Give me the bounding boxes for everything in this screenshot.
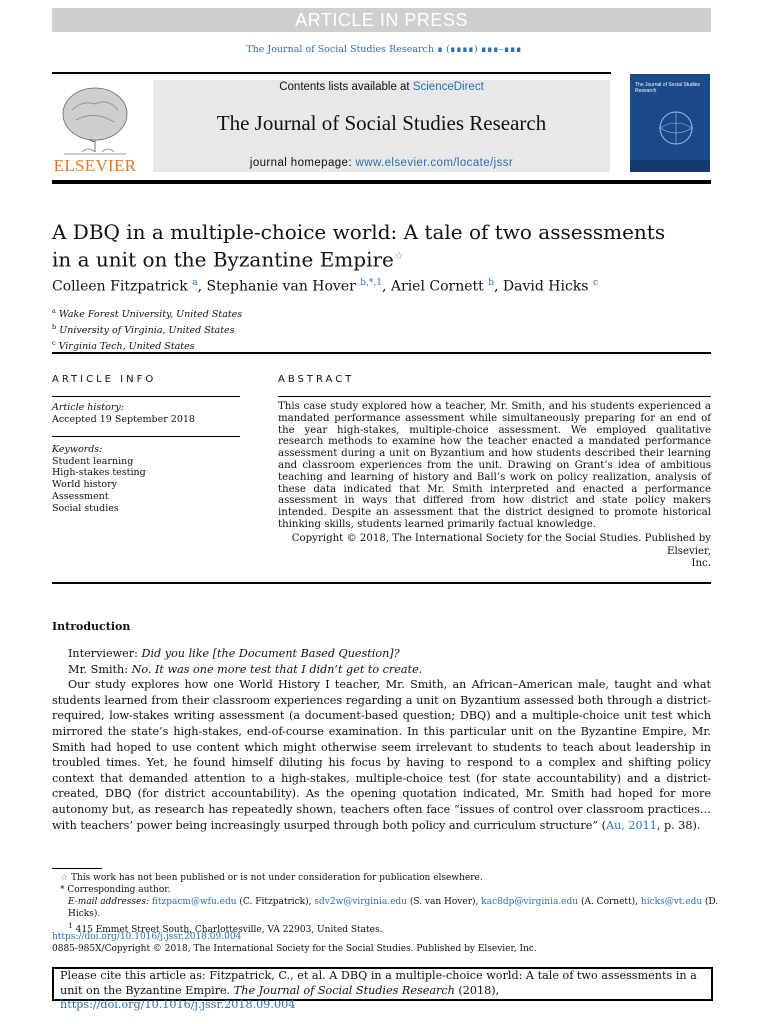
footnote-mark: *: [60, 885, 65, 895]
smith-text: No. It was one more test that I didn’t get to create.: [131, 662, 423, 676]
abstract-heading: ABSTRACT: [278, 374, 355, 385]
email-owner: (D. Hicks).: [68, 897, 719, 919]
affil-mark: c: [52, 339, 56, 348]
cover-title: The Journal of Social Studies Research: [635, 82, 701, 94]
citation-journal: The Journal of Social Studies Research: [233, 983, 455, 997]
intro-paragraph-text: Our study explores how one World History I teacher, Mr. Smith, an African–American male, taught and what students learned from their classroom experiences regarding a unit on Byzantium assessed both through a district-required, low-stakes writing assessment (a document-based question; DBQ) and a multiple-choice unit test which mirrored the state’s high-stakes, end-of-course examination. In this particular unit on the Byzantine Empire, Mr. Smith had hoped to use content which might otherwise seem irrelevant to students to teach about leadership in troubled times. Yet, he found himself diluting his focus by having to respond to a complex and shifting policy context that demanded attention to a high-stakes, multiple-choice test (for state accountability) and a district-created, DBQ (for district accountability). As the opening quotation indicated, Mr. Smith had hoped for more autonomy but, as research has repeatedly shown, teachers often face “issues of control over classroom practices…with teachers’ power being increasingly usurped through both policy and curriculum structure” (: [52, 678, 711, 832]
footnote-text: This work has not been published or is not under consideration for publication elsewhere.: [70, 873, 483, 883]
article-history: [52, 402, 195, 425]
author-affil-mark[interactable]: b: [488, 278, 494, 288]
abstract-text: This case study explored how a teacher, Mr. Smith, and his students experienced a mandated performance assessment while simultaneously preparing for an end of the year high-stakes, multiple-choice assessment. We employed qualitative research methods to examine how the teacher enacted a mandated performance assessment during a unit on Byzantium and how students described their learning and classroom experiences from the unit. Drawing on Grant’s idea of ambitious teaching and learning of history and Ball’s work on policy realization, analysis of these data indicated that Mr. Smith interpreted and enacted a performance assessment in ways that differed from how district and state policy makers intended. Despite an assessment that the district designed to promote historical thinking skills, students learned primarily factual knowledge.: [278, 401, 711, 530]
email-link[interactable]: hicks@vt.edu: [640, 897, 703, 907]
title-footnote-mark[interactable]: ☆: [393, 249, 404, 262]
introduction-heading: Introduction: [52, 620, 131, 633]
copyright-line-1: Copyright © 2018, The International Society for the Social Studies. Published by Elsevier,: [291, 533, 711, 557]
citation-doi-link[interactable]: https://doi.org/10.1016/j.jssr.2018.09.004: [60, 998, 296, 1011]
history-value: Accepted 19 September 2018: [52, 413, 195, 425]
keyword-item: World history: [52, 479, 117, 491]
footnote-rule: [52, 868, 102, 869]
contents-line: [153, 81, 610, 93]
footnote-text: Corresponding author.: [67, 885, 171, 895]
front-matter-rule: [52, 352, 711, 354]
abstract-rule: [278, 396, 711, 397]
citation-text: Please cite this article as: Fitzpatrick, C., et al. A DBQ in a multiple-choice world: A tale of two assessments in a unit on the Byzantine Empire.: [60, 969, 697, 997]
keywords-rule: [52, 436, 240, 437]
cover-globe-icon: [630, 74, 710, 172]
affil-text: Virginia Tech, United States: [58, 341, 195, 353]
footnote-star: [52, 872, 732, 884]
journal-title: The Journal of Social Studies Research: [216, 111, 547, 135]
email-label: E-mail addresses:: [68, 897, 150, 907]
affiliation-item: [52, 321, 242, 337]
homepage-link[interactable]: www.elsevier.com/locate/jssr: [355, 157, 514, 169]
author-name[interactable]: Stephanie van Hover: [206, 278, 356, 295]
affil-mark: b: [52, 323, 57, 332]
affiliation-item: [52, 305, 242, 321]
doi-link[interactable]: https://doi.org/10.1016/j.jssr.2018.09.004: [52, 932, 242, 942]
author-list: Colleen Fitzpatrick $^a$, Stephanie van Hover $^{b,*,1}$, Ariel Cornett $^b$, David Hicks $^c$: [52, 278, 598, 295]
header-bottom-rule: [52, 180, 711, 184]
footnote-mark: 1: [68, 921, 73, 930]
keywords-block: [52, 444, 146, 514]
copyright-line-2: Inc.: [691, 558, 711, 569]
interviewer-label: Interviewer:: [68, 647, 138, 660]
homepage-line: [153, 157, 610, 169]
footnote-text: 415 Emmet Street South, Charlottesville, VA 22903, United States.: [75, 925, 383, 935]
journal-reference[interactable]: The Journal of Social Studies Research ∎ (∎∎∎∎) ∎∎∎–∎∎∎: [246, 44, 522, 55]
header-top-rule: [52, 72, 611, 74]
email-link[interactable]: kac8dp@virginia.edu: [481, 897, 579, 907]
citation-link[interactable]: Au, 2011: [605, 818, 657, 832]
citation-box: [52, 967, 713, 1011]
affil-text: Wake Forest University, United States: [58, 309, 243, 321]
author-name[interactable]: David Hicks: [502, 278, 589, 295]
affil-mark: a: [52, 307, 56, 315]
interview-quote: [52, 646, 711, 833]
homepage-prefix: journal homepage:: [249, 157, 352, 169]
article-in-press-banner: ARTICLE IN PRESS: [52, 8, 711, 32]
smith-line: [52, 662, 711, 678]
citation-year: (2018),: [458, 983, 500, 997]
history-label: Article history:: [52, 402, 124, 413]
abstract-end-rule: [52, 582, 711, 584]
keyword-item: Assessment: [52, 490, 109, 502]
issn-line: 0885-985X/Copyright © 2018, The International Society for the Social Studies. Published by Elsevier, Inc.: [52, 944, 537, 954]
footnote-mark: ☆: [60, 873, 69, 883]
contents-prefix: Contents lists available at: [279, 81, 410, 93]
title-line-1: A DBQ in a multiple-choice world: A tale of two assessments: [52, 220, 666, 244]
email-owner: (A. Cornett),: [580, 897, 639, 907]
interviewer-line: [52, 646, 711, 662]
author-name[interactable]: Colleen Fitzpatrick: [52, 278, 188, 295]
keywords-label: Keywords:: [52, 444, 103, 455]
citation-tail: , p. 38).: [656, 818, 701, 832]
elsevier-logo-text: ELSEVIER: [53, 156, 137, 175]
footnote-corresponding: [52, 884, 732, 896]
author-name[interactable]: Ariel Cornett: [390, 278, 484, 295]
interviewer-text: Did you like [the Document Based Question]?: [141, 647, 400, 660]
email-link[interactable]: sdv2w@virginia.edu: [314, 897, 407, 907]
journal-cover-image: [630, 74, 710, 172]
keyword-item: Student learning: [52, 455, 134, 467]
affiliation-list: [52, 305, 242, 353]
abstract-copyright: [278, 533, 711, 571]
affil-text: University of Virginia, United States: [59, 325, 235, 337]
article-info-heading: ARTICLE INFO: [52, 374, 157, 385]
title-line-2: in a unit on the Byzantine Empire: [52, 247, 394, 272]
email-link[interactable]: fitzpacm@wfu.edu: [151, 897, 237, 907]
author-affil-mark[interactable]: a: [192, 278, 198, 288]
article-title: [52, 220, 672, 272]
doi-block: [52, 931, 537, 955]
footnotes: [52, 872, 732, 936]
article-info-rule: [52, 396, 240, 397]
keyword-item: Social studies: [52, 502, 119, 514]
author-affil-mark[interactable]: b,*,1: [360, 278, 382, 288]
keyword-item: High-stakes testing: [52, 467, 146, 479]
footnote-emails: [52, 896, 732, 920]
email-owner: (S. van Hover),: [409, 897, 479, 907]
email-owner: (C. Fitzpatrick),: [239, 897, 312, 907]
author-affil-mark[interactable]: c: [592, 278, 598, 288]
smith-label: Mr. Smith:: [68, 662, 129, 676]
intro-paragraph: [52, 677, 711, 833]
sciencedirect-link[interactable]: ScienceDirect: [412, 81, 484, 93]
